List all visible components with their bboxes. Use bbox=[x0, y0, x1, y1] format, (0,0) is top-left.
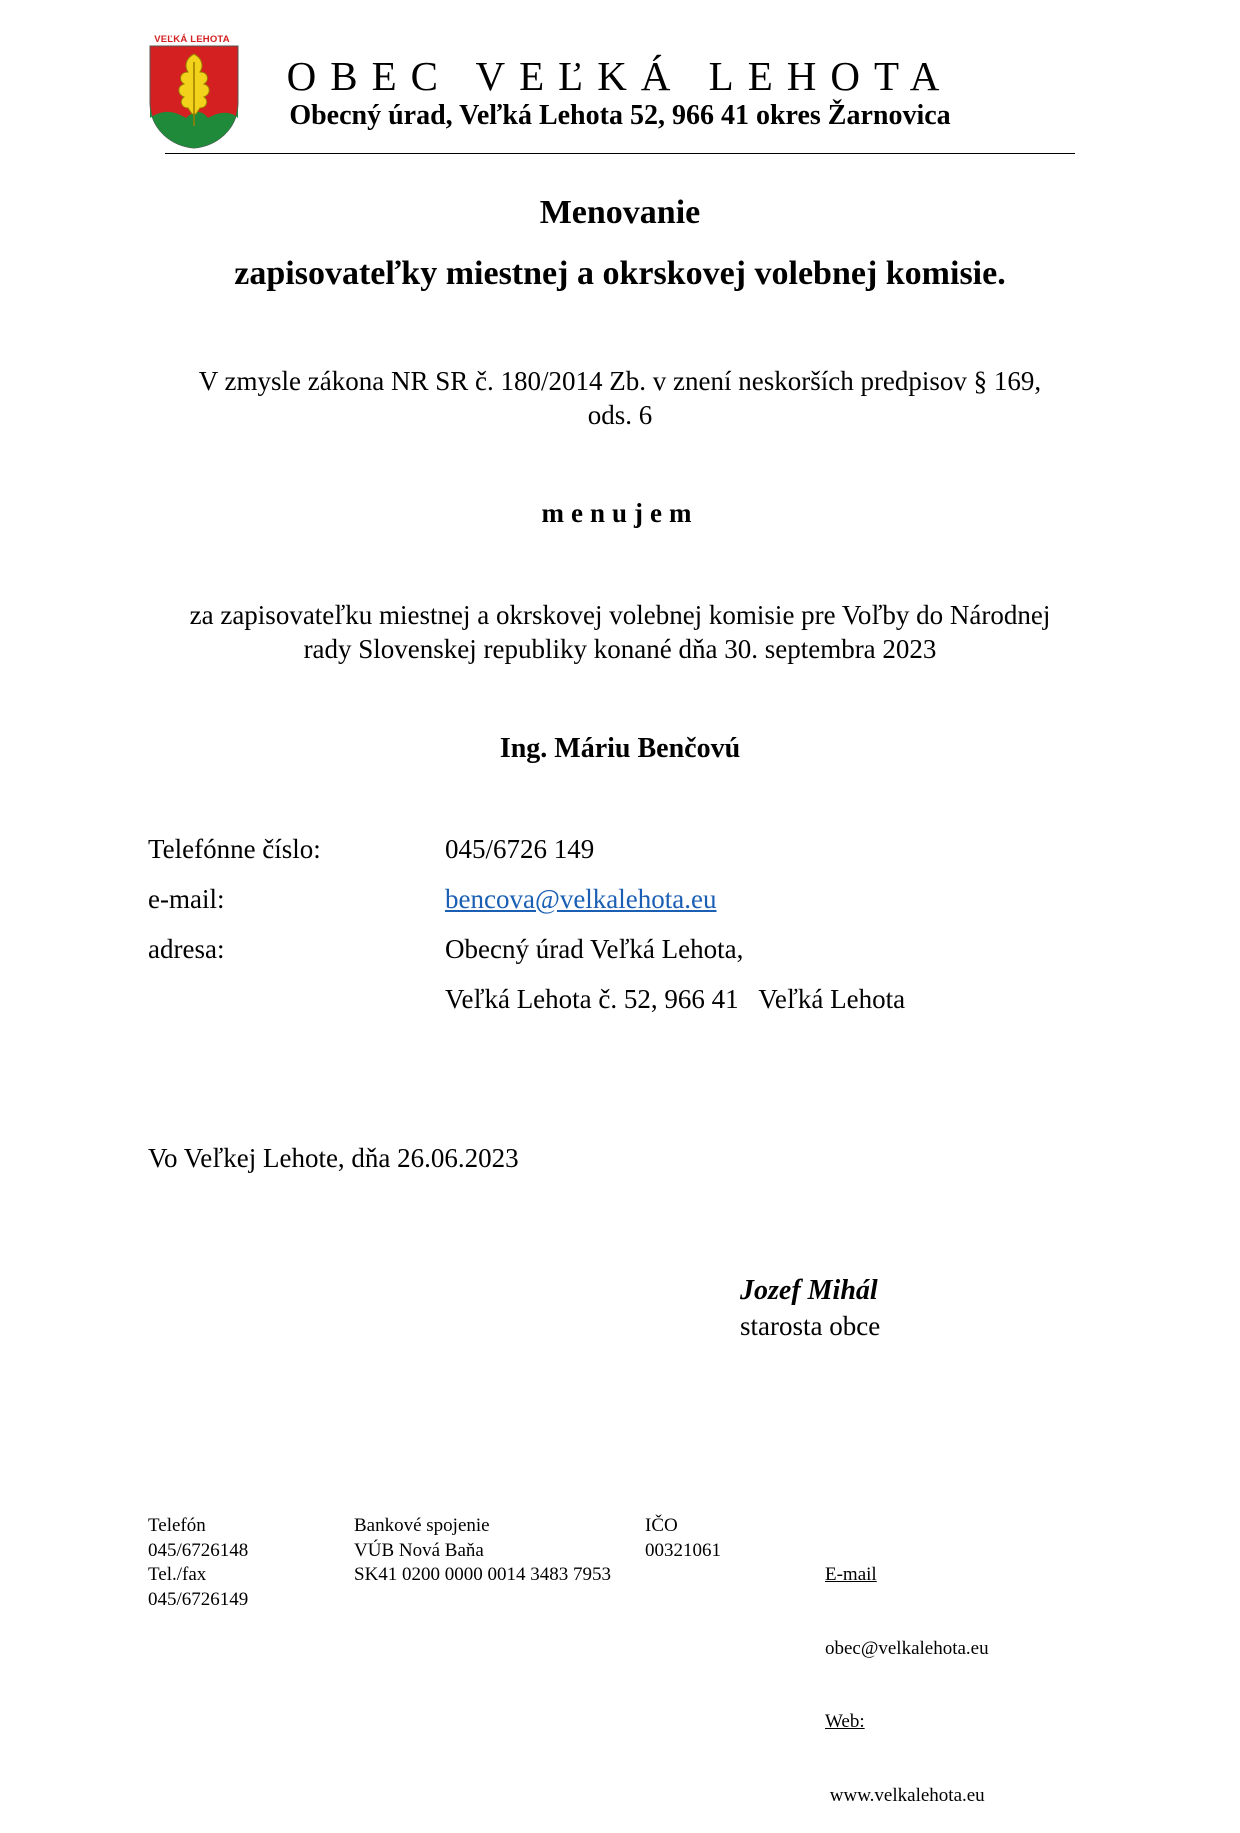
municipality-name: OBEC VEĽKÁ LEHOTA bbox=[286, 53, 954, 99]
email-value-wrapper bbox=[445, 884, 717, 915]
office-address: Obecný úrad, Veľká Lehota 52, 966 41 okres Žarnovica bbox=[289, 100, 951, 131]
appointment-line-2: rady Slovenskej republiky konané dňa 30. septembra 2023 bbox=[303, 634, 937, 664]
footer-ico-column bbox=[645, 1514, 721, 1563]
phone-label: Telefónne číslo: bbox=[148, 834, 321, 864]
footer-web-label: Web: bbox=[825, 1711, 865, 1732]
appointee-name: Ing. Máriu Benčovú bbox=[499, 733, 741, 764]
address-label: adresa: bbox=[148, 934, 225, 964]
footer-web-value[interactable]: www.velkalehota.eu bbox=[825, 1784, 985, 1806]
signatory-role: starosta obce bbox=[740, 1311, 881, 1341]
footer-iban: SK41 0200 0000 0014 3483 7953 bbox=[354, 1564, 612, 1585]
legal-basis bbox=[150, 364, 1090, 432]
crest-label: VEĽKÁ LEHOTA bbox=[154, 34, 230, 45]
footer-ico-value: 00321061 bbox=[645, 1539, 721, 1561]
date-line: Vo Veľkej Lehote, dňa 26.06.2023 bbox=[148, 1143, 519, 1173]
email-label: e-mail: bbox=[148, 884, 225, 914]
email-link[interactable]: bencova@velkalehota.eu bbox=[445, 884, 717, 914]
footer-fax-label: Tel./fax bbox=[148, 1564, 207, 1585]
footer-ico-label: IČO bbox=[645, 1515, 678, 1536]
footer-fax-value: 045/6726149 bbox=[148, 1588, 249, 1610]
footer-email-value[interactable]: obec@velkalehota.eu bbox=[825, 1637, 989, 1659]
document-subtitle: zapisovateľky miestnej a okrskovej volebnej komisie. bbox=[234, 255, 1006, 292]
address-line-2: Veľká Lehota č. 52, 966 41 Veľká Lehota bbox=[445, 984, 906, 1014]
appointment-text bbox=[140, 598, 1100, 666]
document-title: Menovanie bbox=[539, 194, 701, 231]
appointment-verb: menujem bbox=[541, 498, 699, 528]
footer-bank-name: VÚB Nová Baňa bbox=[354, 1539, 484, 1561]
legal-basis-line-2: ods. 6 bbox=[587, 400, 653, 430]
legal-basis-line-1: V zmysle zákona NR SR č. 180/2014 Zb. v znení neskorších predpisov § 169, bbox=[198, 366, 1042, 396]
coat-of-arms-icon bbox=[146, 32, 242, 150]
address-line-1: Obecný úrad Veľká Lehota, bbox=[445, 934, 744, 964]
footer-bank-label: Bankové spojenie bbox=[354, 1515, 490, 1536]
footer-email-label: E-mail bbox=[825, 1564, 877, 1585]
footer-web-column bbox=[825, 1514, 989, 1833]
footer-phone-label: Telefón bbox=[148, 1515, 206, 1536]
footer-bank-column bbox=[354, 1514, 611, 1588]
phone-value: 045/6726 149 bbox=[445, 834, 595, 864]
header-divider bbox=[165, 153, 1075, 154]
signatory-name: Jozef Mihál bbox=[740, 1275, 878, 1306]
footer-phone-value: 045/6726148 bbox=[148, 1539, 249, 1561]
appointment-line-1: za zapisovateľku miestnej a okrskovej volebnej komisie pre Voľby do Národnej bbox=[189, 600, 1051, 630]
footer-phone-column bbox=[148, 1514, 248, 1612]
